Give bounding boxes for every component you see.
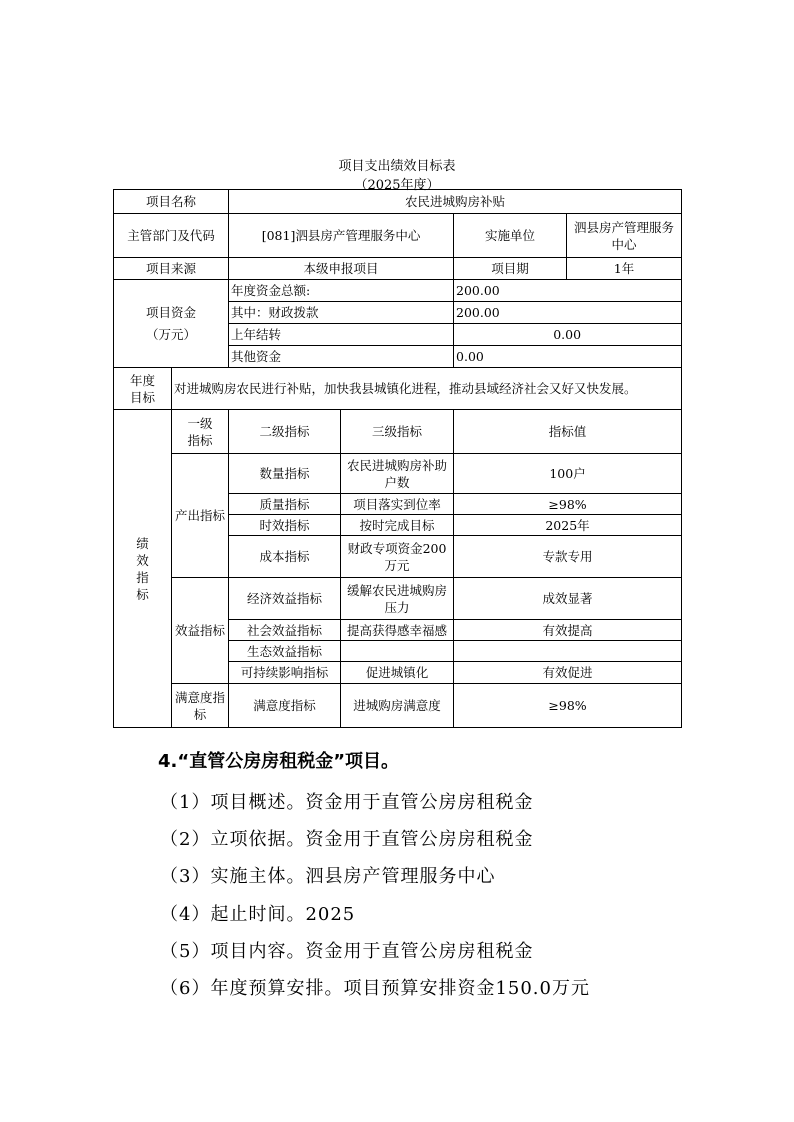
value-cell xyxy=(454,641,682,662)
table-title: 项目支出绩效目标表 xyxy=(338,159,456,174)
funds-label-line1: 项目资金 xyxy=(146,304,197,320)
l2-cell: 数量指标 xyxy=(229,454,341,494)
l2-cell: 时效指标 xyxy=(229,515,341,536)
perf-label-char: 指 xyxy=(136,569,149,585)
section-item: （5）项目内容。资金用于直管公房房租税金 xyxy=(160,941,534,962)
value-cell: 100户 xyxy=(454,454,682,494)
l3-cell xyxy=(341,641,454,662)
output-label-cell: 产出指标 xyxy=(172,454,229,578)
table-row xyxy=(114,410,682,454)
value-cell: ≥98% xyxy=(454,494,682,515)
l3-cell: 进城购房满意度 xyxy=(341,684,454,728)
annual-goal-label-line2: 目标 xyxy=(129,389,155,405)
value-cell: 有效提高 xyxy=(454,620,682,641)
perf-label-char: 绩 xyxy=(136,535,149,551)
l2-cell: 社会效益指标 xyxy=(229,620,341,641)
l3-cell: 财政专项资金200万元 xyxy=(341,536,454,578)
label-cell: 其中：财政拨款 xyxy=(229,302,454,324)
table-row xyxy=(114,280,682,302)
label-cell: 项目来源 xyxy=(114,258,229,280)
header-cell: 三级指标 xyxy=(341,410,454,454)
section-item: （4）起止时间。2025 xyxy=(160,904,356,925)
value-cell: 1年 xyxy=(567,258,682,280)
label-cell: 年度资金总额: xyxy=(229,280,454,302)
header-cell: 二级指标 xyxy=(229,410,341,454)
header-cell xyxy=(172,410,229,454)
label-cell: 实施单位 xyxy=(454,214,567,258)
perf-label-cell xyxy=(114,410,172,728)
funds-label-cell xyxy=(114,280,229,368)
table-row xyxy=(114,684,682,728)
section-heading: 4.“直管公房房租税金”项目。 xyxy=(158,751,400,772)
label-cell: 主管部门及代码 xyxy=(114,214,229,258)
l2-cell: 质量指标 xyxy=(229,494,341,515)
label-cell: 上年结转 xyxy=(229,324,454,346)
header-l1-line2: 指标 xyxy=(187,432,213,448)
header-cell: 指标值 xyxy=(454,410,682,454)
value-cell: 200.00 xyxy=(454,280,682,302)
l3-cell: 项目落实到位率 xyxy=(341,494,454,515)
section-item: （2）立项依据。资金用于直管公房房租税金 xyxy=(160,829,534,850)
perf-label-char: 效 xyxy=(136,552,149,568)
table-row xyxy=(114,214,682,258)
l3-cell: 促进城镇化 xyxy=(341,662,454,684)
value-cell: ≥98% xyxy=(454,684,682,728)
value-cell: [081]泗县房产管理服务中心 xyxy=(229,214,454,258)
l3-cell: 提高获得感幸福感 xyxy=(341,620,454,641)
table-row xyxy=(114,454,682,494)
table-row xyxy=(114,368,682,410)
annual-goal-label-line1: 年度 xyxy=(129,372,155,388)
table-row xyxy=(114,578,682,620)
section-item: （1）项目概述。资金用于直管公房房租税金 xyxy=(160,792,534,813)
l3-cell: 按时完成目标 xyxy=(341,515,454,536)
benefit-label-cell: 效益指标 xyxy=(172,578,229,684)
performance-table xyxy=(113,189,682,728)
annual-goal-cell: 对进城购房农民进行补贴，加快我县城镇化进程，推动县域经济社会又好又快发展。 xyxy=(172,368,682,410)
l3-cell: 农民进城购房补助户数 xyxy=(341,454,454,494)
value-cell: 0.00 xyxy=(454,346,682,368)
label-cell: 项目期 xyxy=(454,258,567,280)
l2-cell: 可持续影响指标 xyxy=(229,662,341,684)
l2-cell: 满意度指标 xyxy=(229,684,341,728)
label-cell: 其他资金 xyxy=(229,346,454,368)
value-cell: 本级申报项目 xyxy=(229,258,454,280)
value-cell: 专款专用 xyxy=(454,536,682,578)
section-item: （6）年度预算安排。项目预算安排资金150.0万元 xyxy=(160,978,590,999)
value-cell: 200.00 xyxy=(454,302,682,324)
value-cell: 农民进城购房补贴 xyxy=(229,190,682,214)
section-item: （3）实施主体。泗县房产管理服务中心 xyxy=(160,866,496,887)
header-l1-line1: 一级 xyxy=(187,415,213,431)
funds-label-line2: （万元） xyxy=(146,326,197,342)
table-row xyxy=(114,190,682,214)
table-row xyxy=(114,258,682,280)
value-cell: 泗县房产管理服务中心 xyxy=(567,214,682,258)
l2-cell: 生态效益指标 xyxy=(229,641,341,662)
label-cell: 项目名称 xyxy=(114,190,229,214)
value-cell: 成效显著 xyxy=(454,578,682,620)
value-cell: 2025年 xyxy=(454,515,682,536)
value-cell: 有效促进 xyxy=(454,662,682,684)
perf-label-char: 标 xyxy=(136,586,149,602)
value-cell: 0.00 xyxy=(454,324,682,346)
l3-cell: 缓解农民进城购房压力 xyxy=(341,578,454,620)
table-subtitle: （2025年度） xyxy=(354,178,440,193)
annual-goal-label-cell xyxy=(114,368,172,410)
l2-cell: 经济效益指标 xyxy=(229,578,341,620)
l2-cell: 成本指标 xyxy=(229,536,341,578)
satisfaction-label-cell: 满意度指标 xyxy=(172,684,229,728)
